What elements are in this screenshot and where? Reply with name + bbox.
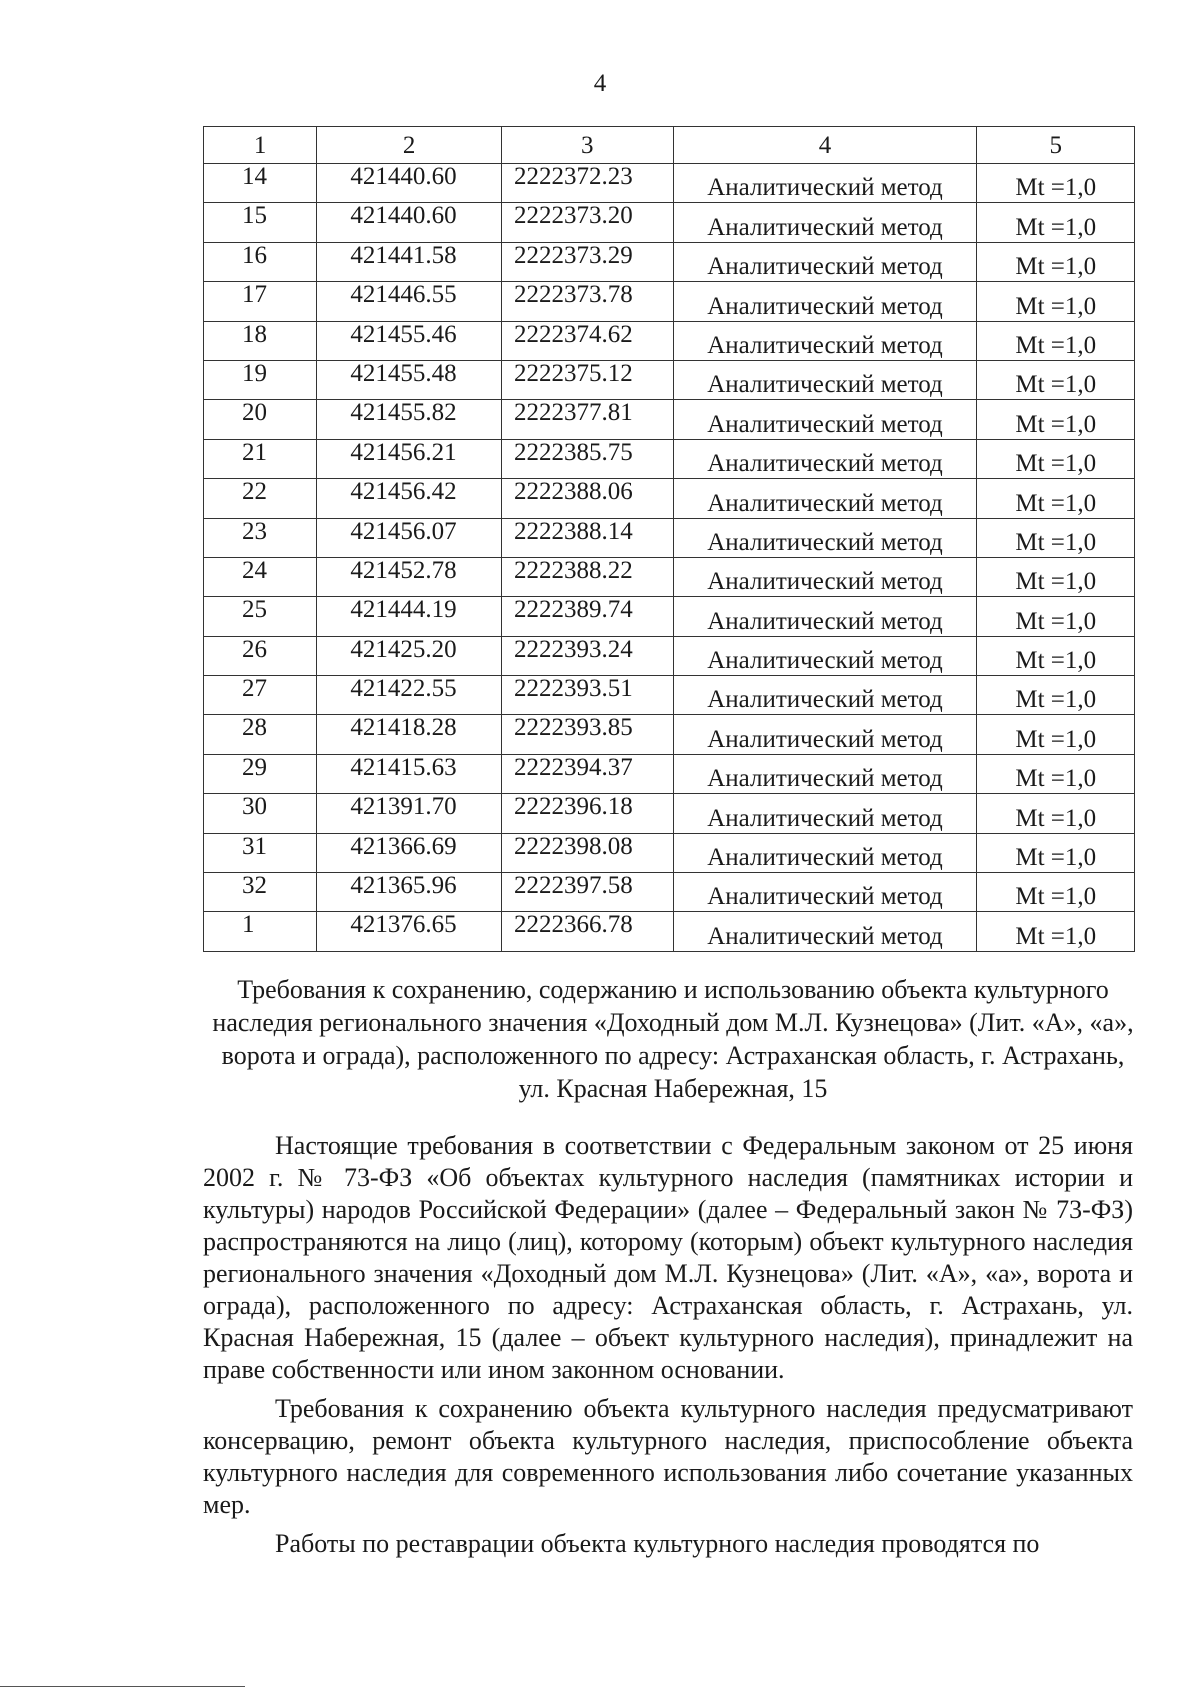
y-coordinate-cell: 2222398.08 <box>501 833 673 872</box>
accuracy-cell: Mt =1,0 <box>977 715 1135 754</box>
accuracy-cell: Mt =1,0 <box>977 636 1135 675</box>
point-number-cell: 15 <box>204 203 317 242</box>
accuracy-cell: Mt =1,0 <box>977 557 1135 596</box>
accuracy-cell: Mt =1,0 <box>977 439 1135 478</box>
point-number-cell: 21 <box>204 439 317 478</box>
x-coordinate-cell: 421425.20 <box>317 636 502 675</box>
x-coordinate-cell: 421422.55 <box>317 676 502 715</box>
x-coordinate-cell: 421441.58 <box>317 242 502 281</box>
x-coordinate-cell: 421446.55 <box>317 282 502 321</box>
method-cell: Аналитический метод <box>673 242 977 281</box>
method-cell: Аналитический метод <box>673 282 977 321</box>
accuracy-cell: Mt =1,0 <box>977 833 1135 872</box>
accuracy-cell: Mt =1,0 <box>977 912 1135 951</box>
x-coordinate-cell: 421366.69 <box>317 833 502 872</box>
x-coordinate-cell: 421444.19 <box>317 597 502 636</box>
method-cell: Аналитический метод <box>673 518 977 557</box>
y-coordinate-cell: 2222373.20 <box>501 203 673 242</box>
table-row <box>204 282 1135 321</box>
point-number-cell: 17 <box>204 282 317 321</box>
accuracy-cell: Mt =1,0 <box>977 479 1135 518</box>
footer-rule <box>0 1686 245 1687</box>
point-number-cell: 20 <box>204 400 317 439</box>
accuracy-cell: Mt =1,0 <box>977 282 1135 321</box>
table-row <box>204 833 1135 872</box>
method-cell: Аналитический метод <box>673 321 977 360</box>
table-header-row <box>204 127 1135 164</box>
column-header: 3 <box>501 127 673 164</box>
page-number: 4 <box>593 70 607 97</box>
point-number-cell: 26 <box>204 636 317 675</box>
accuracy-cell: Mt =1,0 <box>977 400 1135 439</box>
method-cell: Аналитический метод <box>673 754 977 793</box>
table-body <box>204 164 1135 952</box>
table-row <box>204 360 1135 399</box>
accuracy-cell: Mt =1,0 <box>977 873 1135 912</box>
y-coordinate-cell: 2222397.58 <box>501 873 673 912</box>
point-number-cell: 18 <box>204 321 317 360</box>
point-number-cell: 25 <box>204 597 317 636</box>
x-coordinate-cell: 421455.82 <box>317 400 502 439</box>
point-number-cell: 23 <box>204 518 317 557</box>
table-row <box>204 636 1135 675</box>
paragraph: Требования к сохранению объекта культурного наследия предусматривают консервацию, ремонт объекта культурного наследия, приспособление объекта культурного наследия для современного использования либо сочетание указанных мер. <box>203 1394 1133 1519</box>
y-coordinate-cell: 2222372.23 <box>501 164 673 203</box>
method-cell: Аналитический метод <box>673 203 977 242</box>
accuracy-cell: Mt =1,0 <box>977 321 1135 360</box>
y-coordinate-cell: 2222389.74 <box>501 597 673 636</box>
y-coordinate-cell: 2222388.22 <box>501 557 673 596</box>
point-number-cell: 27 <box>204 676 317 715</box>
x-coordinate-cell: 421440.60 <box>317 164 502 203</box>
x-coordinate-cell: 421452.78 <box>317 557 502 596</box>
y-coordinate-cell: 2222385.75 <box>501 439 673 478</box>
point-number-cell: 29 <box>204 754 317 793</box>
point-number-cell: 28 <box>204 715 317 754</box>
point-number-cell: 1 <box>204 912 317 951</box>
point-number-cell: 22 <box>204 479 317 518</box>
table-row <box>204 164 1135 203</box>
table-row <box>204 597 1135 636</box>
accuracy-cell: Mt =1,0 <box>977 794 1135 833</box>
x-coordinate-cell: 421391.70 <box>317 794 502 833</box>
y-coordinate-cell: 2222388.14 <box>501 518 673 557</box>
accuracy-cell: Mt =1,0 <box>977 676 1135 715</box>
y-coordinate-cell: 2222396.18 <box>501 794 673 833</box>
paragraph: Настоящие требования в соответствии с Федеральным законом от 25 июня 2002 г. № 73-ФЗ «Об объектах культурного наследия (памятниках истории и культуры) народов Российской Федерации» (далее – Федеральный закон № 73-ФЗ) распространяются на лицо (лиц), которому (которым) объект культурного наследия регионального значения «Доходный дом М.Л. Кузнецова» (Лит. «А», «а», ворота и ограда), расположенного по адресу: Астраханская область, г. Астрахань, ул. Красная Набережная, 15 (далее – объект культурного наследия), принадлежит на праве собственности или ином законном основании. <box>203 1131 1133 1384</box>
column-header: 2 <box>317 127 502 164</box>
method-cell: Аналитический метод <box>673 873 977 912</box>
x-coordinate-cell: 421440.60 <box>317 203 502 242</box>
y-coordinate-cell: 2222375.12 <box>501 360 673 399</box>
point-number-cell: 19 <box>204 360 317 399</box>
point-number-cell: 24 <box>204 557 317 596</box>
coordinates-table <box>203 126 1135 952</box>
table-row <box>204 676 1135 715</box>
accuracy-cell: Mt =1,0 <box>977 203 1135 242</box>
point-number-cell: 14 <box>204 164 317 203</box>
table-row <box>204 557 1135 596</box>
method-cell: Аналитический метод <box>673 715 977 754</box>
table-row <box>204 912 1135 951</box>
table-row <box>204 242 1135 281</box>
accuracy-cell: Mt =1,0 <box>977 597 1135 636</box>
column-header: 4 <box>673 127 977 164</box>
accuracy-cell: Mt =1,0 <box>977 518 1135 557</box>
point-number-cell: 31 <box>204 833 317 872</box>
method-cell: Аналитический метод <box>673 912 977 951</box>
y-coordinate-cell: 2222377.81 <box>501 400 673 439</box>
y-coordinate-cell: 2222394.37 <box>501 754 673 793</box>
table-row <box>204 321 1135 360</box>
method-cell: Аналитический метод <box>673 833 977 872</box>
x-coordinate-cell: 421456.42 <box>317 479 502 518</box>
body-text <box>203 1130 1133 1567</box>
y-coordinate-cell: 2222393.51 <box>501 676 673 715</box>
method-cell: Аналитический метод <box>673 557 977 596</box>
y-coordinate-cell: 2222393.85 <box>501 715 673 754</box>
method-cell: Аналитический метод <box>673 164 977 203</box>
y-coordinate-cell: 2222374.62 <box>501 321 673 360</box>
x-coordinate-cell: 421415.63 <box>317 754 502 793</box>
table-row <box>204 203 1135 242</box>
x-coordinate-cell: 421456.07 <box>317 518 502 557</box>
point-number-cell: 16 <box>204 242 317 281</box>
column-header: 1 <box>204 127 317 164</box>
table-row <box>204 754 1135 793</box>
x-coordinate-cell: 421455.46 <box>317 321 502 360</box>
section-heading: Требования к сохранению, содержанию и использованию объекта культурного наследия регионального значения «Доходный дом М.Л. Кузнецова» (Лит. «А», «а», ворота и ограда), расположенного по адресу: Астраханская область, г. Астрахань, ул. Красная Набережная, 15 <box>212 975 1134 1103</box>
method-cell: Аналитический метод <box>673 439 977 478</box>
method-cell: Аналитический метод <box>673 597 977 636</box>
x-coordinate-cell: 421365.96 <box>317 873 502 912</box>
accuracy-cell: Mt =1,0 <box>977 242 1135 281</box>
table-row <box>204 439 1135 478</box>
x-coordinate-cell: 421418.28 <box>317 715 502 754</box>
paragraph: Работы по реставрации объекта культурного наследия проводятся по <box>275 1529 1040 1558</box>
method-cell: Аналитический метод <box>673 360 977 399</box>
table-row <box>204 873 1135 912</box>
y-coordinate-cell: 2222373.78 <box>501 282 673 321</box>
table-row <box>204 479 1135 518</box>
point-number-cell: 30 <box>204 794 317 833</box>
y-coordinate-cell: 2222388.06 <box>501 479 673 518</box>
table-row <box>204 715 1135 754</box>
accuracy-cell: Mt =1,0 <box>977 164 1135 203</box>
table-row <box>204 518 1135 557</box>
y-coordinate-cell: 2222373.29 <box>501 242 673 281</box>
x-coordinate-cell: 421455.48 <box>317 360 502 399</box>
x-coordinate-cell: 421456.21 <box>317 439 502 478</box>
y-coordinate-cell: 2222366.78 <box>501 912 673 951</box>
method-cell: Аналитический метод <box>673 636 977 675</box>
x-coordinate-cell: 421376.65 <box>317 912 502 951</box>
accuracy-cell: Mt =1,0 <box>977 360 1135 399</box>
method-cell: Аналитический метод <box>673 479 977 518</box>
table-row <box>204 794 1135 833</box>
y-coordinate-cell: 2222393.24 <box>501 636 673 675</box>
table-row <box>204 400 1135 439</box>
column-header: 5 <box>977 127 1135 164</box>
accuracy-cell: Mt =1,0 <box>977 754 1135 793</box>
method-cell: Аналитический метод <box>673 400 977 439</box>
point-number-cell: 32 <box>204 873 317 912</box>
method-cell: Аналитический метод <box>673 794 977 833</box>
method-cell: Аналитический метод <box>673 676 977 715</box>
